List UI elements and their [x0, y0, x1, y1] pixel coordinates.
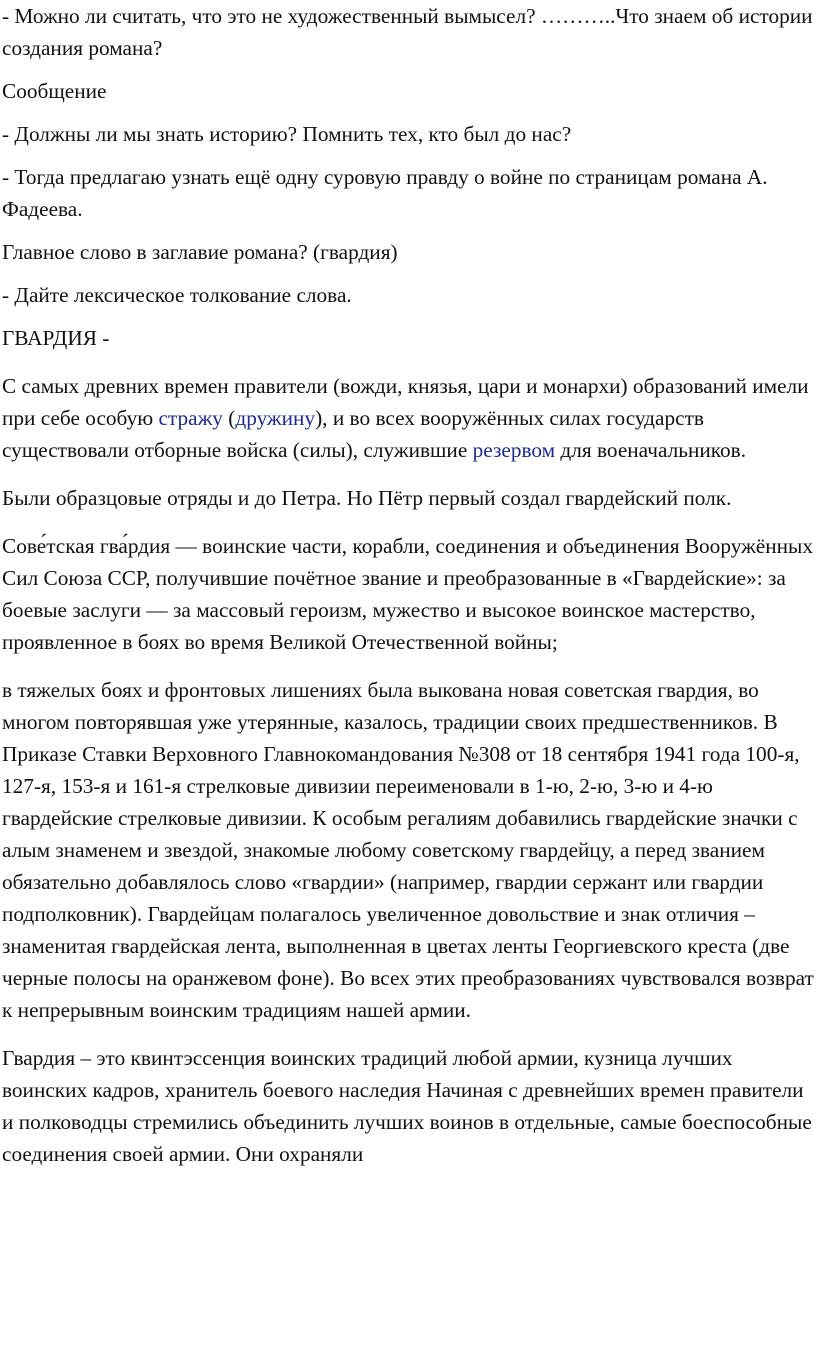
- title-word-paragraph: Главное слово в заглавие романа? (гвардия): [2, 240, 398, 264]
- guard-heading: ГВАРДИЯ -: [2, 326, 110, 350]
- definition-paragraph: [2, 370, 816, 466]
- proposal-paragraph: - Тогда предлагаю узнать ещё одну суровую правду о войне по страницам романа А. Фадеева.: [2, 165, 768, 221]
- soviet-guard-paragraph: Сове́тская гва́рдия — воинские части, корабли, соединения и объединения Вооружённых Сил Союза ССР, получившие почётное звание и преобразованные в «Гвардейские»: за боевые заслуги — за массовый героизм, мужество и высокое воинское мастерство, проявленное в боях во время Великой Отечественной войны;: [2, 534, 813, 654]
- definition-text: (: [222, 406, 236, 430]
- heavy-battles-paragraph: в тяжелых боях и фронтовых лишениях была выкована новая советская гвардия, во многом повторявшая уже утерянные, казалось, традиции своих предшественников. В Приказе Ставки Верховного Главнокомандования №308 от 18 сентября 1941 года 100-я, 127-я, 153-я и 161-я стрелковые дивизии переименовали в 1-ю, 2-ю, 3-ю и 4-ю гвардейские стрелковые дивизии. К особым регалиям добавились гвардейские значки с алым знаменем и звездой, знакомые любому советскому гвардейцу, а перед званием обязательно добавлялось слово «гвардии» (например, гвардии сержант или гвардии подполковник). Гвардейцам полагалось увеличенное довольствие и знак отличия – знаменитая гвардейская лента, выполненная в цветах ленты Георгиевского креста (две черные полосы на оранжевом фоне). Во всех этих преобразованиях чувствовался возврат к непрерывным воинским традициям нашей армии.: [2, 678, 814, 1022]
- link-druzhina[interactable]: дружину: [235, 406, 316, 430]
- lexical-paragraph: - Дайте лексическое толкование слова.: [2, 283, 352, 307]
- question-paragraph: - Можно ли считать, что это не художественный вымысел? ………..Что знаем об истории создания романа?: [2, 4, 813, 60]
- definition-text: С самых древних времен правители (вожди, князья, цари и монархи) образований имели при себе особую: [2, 374, 809, 430]
- message-paragraph: Сообщение: [2, 79, 107, 103]
- peter-paragraph: Были образцовые отряды и до Петра. Но Пётр первый создал гвардейский полк.: [2, 486, 732, 510]
- link-guard[interactable]: стражу: [158, 406, 223, 430]
- definition-text: для военачальников.: [555, 438, 747, 462]
- link-reserve[interactable]: резервом: [472, 438, 556, 462]
- history-question-paragraph: - Должны ли мы знать историю? Помнить тех, кто был до нас?: [2, 122, 572, 146]
- definition-text: ), и во всех вооружённых силах государств существовали отборные войска (силы), служившие: [2, 406, 704, 462]
- quintessence-paragraph: Гвардия – это квинтэссенция воинских традиций любой армии, кузница лучших воинских кадров, хранитель боевого наследия Начиная с древнейших времен правители и полководцы стремились объединить лучших воинов в отдельные, самые боеспособные соединения своей армии. Они охраняли: [2, 1046, 812, 1166]
